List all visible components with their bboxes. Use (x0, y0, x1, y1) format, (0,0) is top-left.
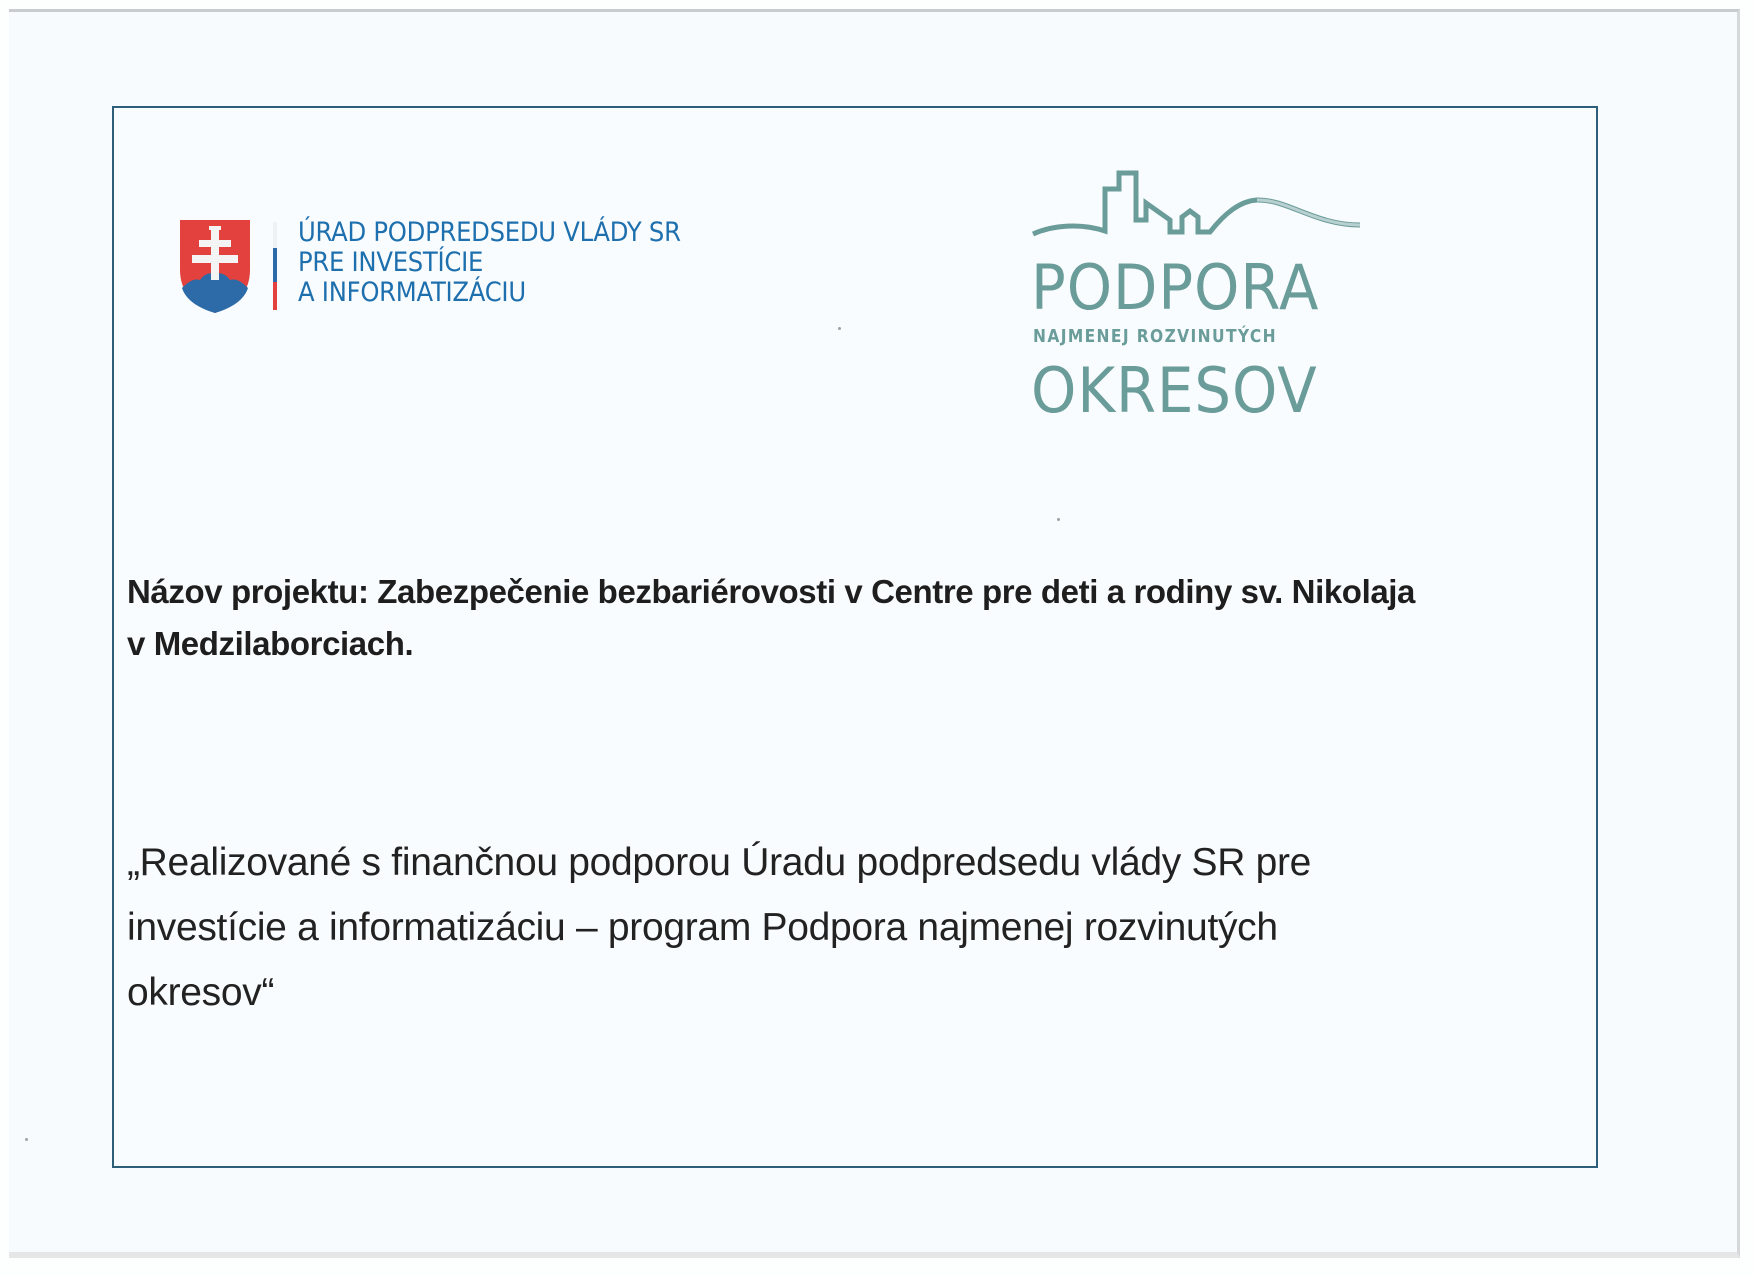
government-office-name (298, 218, 681, 308)
scan-speck (1057, 518, 1060, 521)
gov-name-line-1: ÚRAD PODPREDSEDU VLÁDY SR (298, 217, 681, 248)
project-title-line-2: v Medzilaborciach. (127, 625, 414, 662)
funding-statement (127, 830, 1587, 1025)
government-office-logo (178, 218, 778, 318)
tricolor-divider (273, 222, 277, 310)
town-skyline-icon (1025, 165, 1385, 245)
project-title (127, 566, 1597, 670)
funding-line-2: investície a informatizáciu – program Podpora najmenej rozvinutých (127, 906, 1278, 949)
gov-name-line-2: PRE INVESTÍCIE (298, 247, 484, 278)
gov-name-line-3: A INFORMATIZÁCIU (298, 277, 526, 308)
project-title-line-1: Názov projektu: Zabezpečenie bezbariérovosti v Centre pre deti a rodiny sv. Nikolaja (127, 573, 1416, 610)
program-logo-title-2: OKRESOV (1031, 354, 1318, 427)
scan-speck (25, 1138, 28, 1141)
slovak-coat-of-arms-icon (178, 218, 252, 314)
program-logo (1025, 165, 1385, 425)
program-logo-subtitle: NAJMENEJ ROZVINUTÝCH (1033, 326, 1277, 347)
funding-line-1: „Realizované s finančnou podporou Úradu podpredsedu vlády SR pre (127, 841, 1312, 884)
scan-speck (838, 327, 841, 330)
program-logo-title: PODPORA (1031, 251, 1320, 324)
funding-line-3: okresov“ (127, 971, 275, 1014)
